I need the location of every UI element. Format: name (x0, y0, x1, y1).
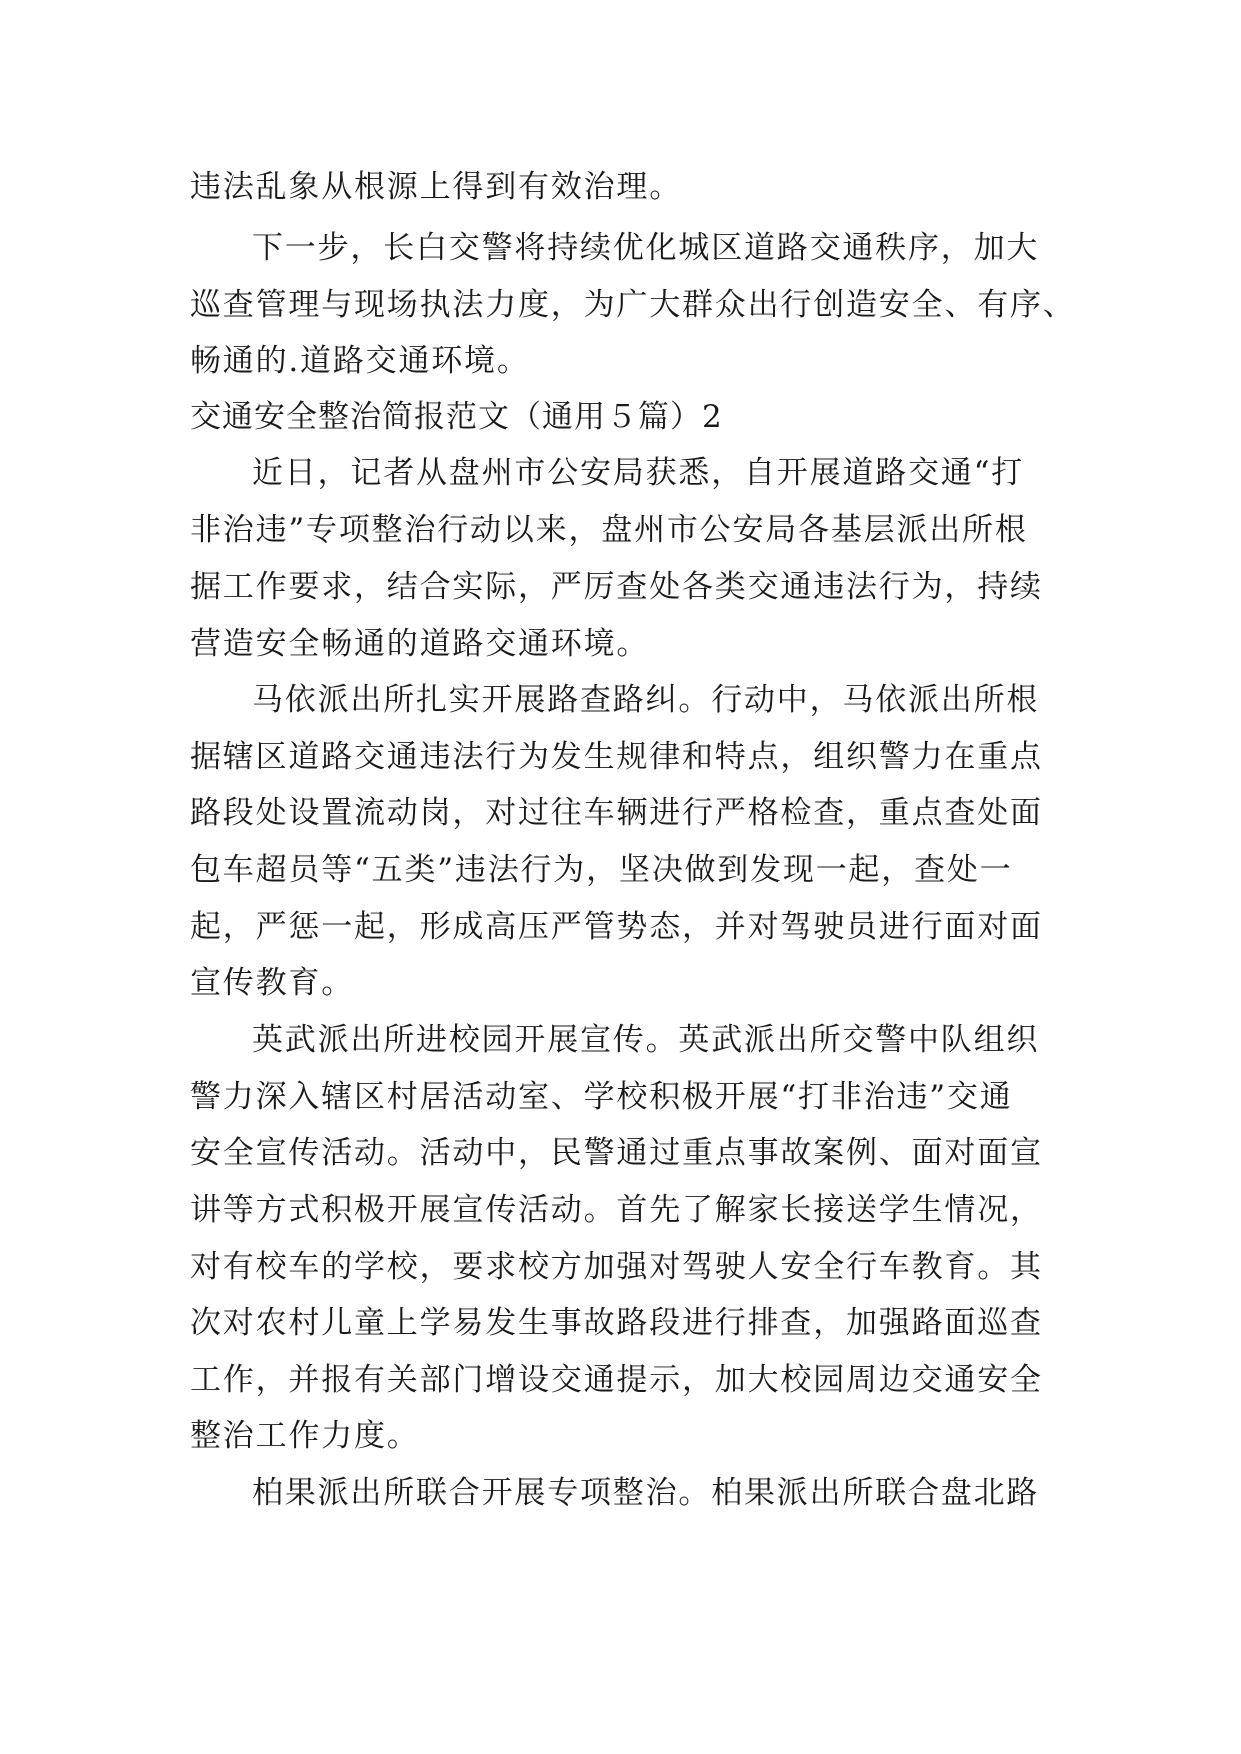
text-line: 包车超员等“五类”违法行为，坚决做到发现一起，查处一 (190, 852, 1013, 888)
text-line: 非治违”专项整治行动以来，盘州市公安局各基层派出所根 (190, 512, 1028, 548)
paragraph-start: 柏果派出所联合开展专项整治。柏果派出所联合盘北路 (252, 1475, 1040, 1511)
text-line: 工作，并报有关部门增设交通提示，加大校园周边交通安全 (190, 1362, 1043, 1398)
text-line: 起，严惩一起，形成高压严管势态，并对驾驶员进行面对面 (190, 909, 1043, 945)
paragraph-start: 下一步，长白交警将持续优化城区道路交通秩序，加大 (252, 230, 1040, 266)
text-line: 路段处设置流动岗，对过往车辆进行严格检查，重点查处面 (190, 795, 1043, 831)
paragraph-start: 英武派出所进校园开展宣传。英武派出所交警中队组织 (252, 1022, 1040, 1058)
text-line: 营造安全畅通的道路交通环境。 (190, 626, 650, 662)
paragraph-start: 近日，记者从盘州市公安局获悉，自开展道路交通“打 (252, 455, 1025, 491)
text-line: 据工作要求，结合实际，严厉查处各类交通违法行为，持续 (190, 569, 1043, 605)
text-line: 警力深入辖区村居活动室、学校积极开展“打非治违”交通 (190, 1079, 1013, 1115)
text-line: 据辖区道路交通违法行为发生规律和特点，组织警力在重点 (190, 739, 1043, 775)
section-heading: 交通安全整治简报范文（通用５篇）2 (190, 399, 723, 435)
text-line: 违法乱象从根源上得到有效治理。 (190, 169, 682, 205)
text-line: 巡查管理与现场执法力度，为广大群众出行创造安全、有序、 (190, 287, 1076, 323)
text-line: 整治工作力度。 (190, 1418, 420, 1454)
text-line: 次对农村儿童上学易发生事故路段进行排查，加强路面巡查 (190, 1305, 1043, 1341)
text-line: 安全宣传活动。活动中，民警通过重点事故案例、面对面宣 (190, 1135, 1043, 1171)
text-line: 讲等方式积极开展宣传活动。首先了解家长接送学生情况， (190, 1192, 1043, 1228)
text-line: 对有校车的学校，要求校方加强对驾驶人安全行车教育。其 (190, 1249, 1043, 1285)
text-line: 宣传教育。 (190, 965, 354, 1001)
text-line: 畅通的.道路交通环境。 (190, 343, 530, 379)
paragraph-start: 马依派出所扎实开展路查路纠。行动中，马依派出所根 (252, 682, 1040, 718)
